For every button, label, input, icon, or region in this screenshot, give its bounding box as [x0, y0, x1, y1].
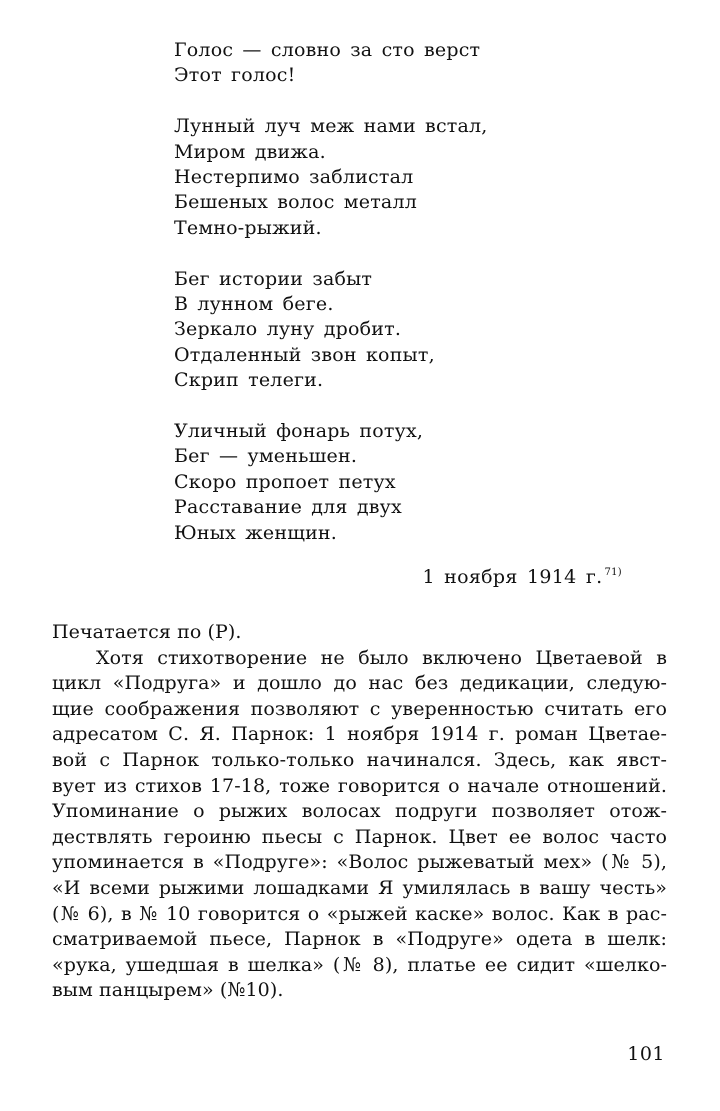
commentary — [52, 620, 667, 1004]
paragraph-line: (№ 6), в № 10 говорится о «рыжей каске» волос. Как в рас- — [52, 902, 667, 925]
paragraph-line: «рука, ушедшая в шелка» (№ 8), платье ее сидит «шелко- — [52, 953, 667, 976]
poem-date — [422, 566, 622, 588]
verse-line: Миром движа. — [174, 140, 326, 163]
source-note: Печатается по (Р). — [52, 621, 242, 643]
verse-line: Бег — уменьшен. — [174, 445, 358, 468]
paragraph-line: цикл «Подруга» и дошло до нас без дедикации, следую- — [52, 672, 667, 695]
verse-line: Зеркало луну дробит. — [174, 318, 402, 341]
verse-line: Темно-рыжий. — [174, 216, 322, 239]
poem — [174, 38, 488, 546]
poem-stanza — [174, 419, 488, 546]
paragraph-line: Упоминание о рыжих волосах подруги позволяет отож- — [52, 800, 667, 823]
verse-line: Юных женщин. — [174, 521, 338, 544]
poem-stanza — [174, 38, 488, 89]
note-reference: 71) — [604, 567, 622, 578]
paragraph-line: «И всеми рыжими лошадками Я умилялась в вашу честь» — [52, 876, 667, 899]
verse-line: Расставание для двух — [174, 496, 402, 519]
verse-line: Отдаленный звон копыт, — [174, 343, 435, 366]
paragraph-line: вой с Парнок только-только начинался. Здесь, как явст- — [52, 748, 667, 771]
verse-line: Голос — словно за сто верст — [174, 39, 481, 61]
paragraph-line: адресатом С. Я. Парнок: 1 ноября 1914 г. роман Цветае- — [52, 723, 667, 746]
paragraph-line: упоминается в «Подруге»: «Волос рыжеватый мех» (№ 5), — [52, 851, 667, 874]
verse-line: Бег истории забыт — [174, 267, 373, 290]
paragraph-line: вым панцырем» (№10). — [52, 979, 284, 1002]
verse-line: Скоро пропоет петух — [174, 470, 396, 493]
verse-line: Бешеных волос металл — [174, 191, 417, 214]
verse-line: В лунном беге. — [174, 293, 334, 316]
poem-stanza — [174, 114, 488, 241]
poem-stanza — [174, 267, 488, 394]
verse-line: Этот голос! — [174, 64, 296, 87]
page-number: 101 — [627, 1043, 665, 1065]
verse-line: Уличный фонарь потух, — [174, 420, 424, 443]
verse-line: Лунный луч меж нами встал, — [174, 115, 488, 138]
paragraph-line: Хотя стихотворение не было включено Цветаевой в — [96, 646, 667, 669]
poem-date-text: 1 ноября 1914 г. — [422, 566, 603, 588]
paragraph-line: сматриваемой пьесе, Парнок в «Подруге» одета в шелк: — [52, 928, 667, 951]
paragraph-line: щие соображения позволяют с уверенностью считать его — [52, 697, 667, 720]
paragraph-line: дествлять героиню пьесы с Парнок. Цвет ее волос часто — [52, 825, 667, 848]
verse-line: Скрип телеги. — [174, 369, 324, 392]
commentary-paragraph — [52, 646, 667, 1004]
paragraph-line: вует из стихов 17-18, тоже говорится о начале отношений. — [52, 774, 667, 797]
verse-line: Нестерпимо заблистал — [174, 166, 414, 189]
